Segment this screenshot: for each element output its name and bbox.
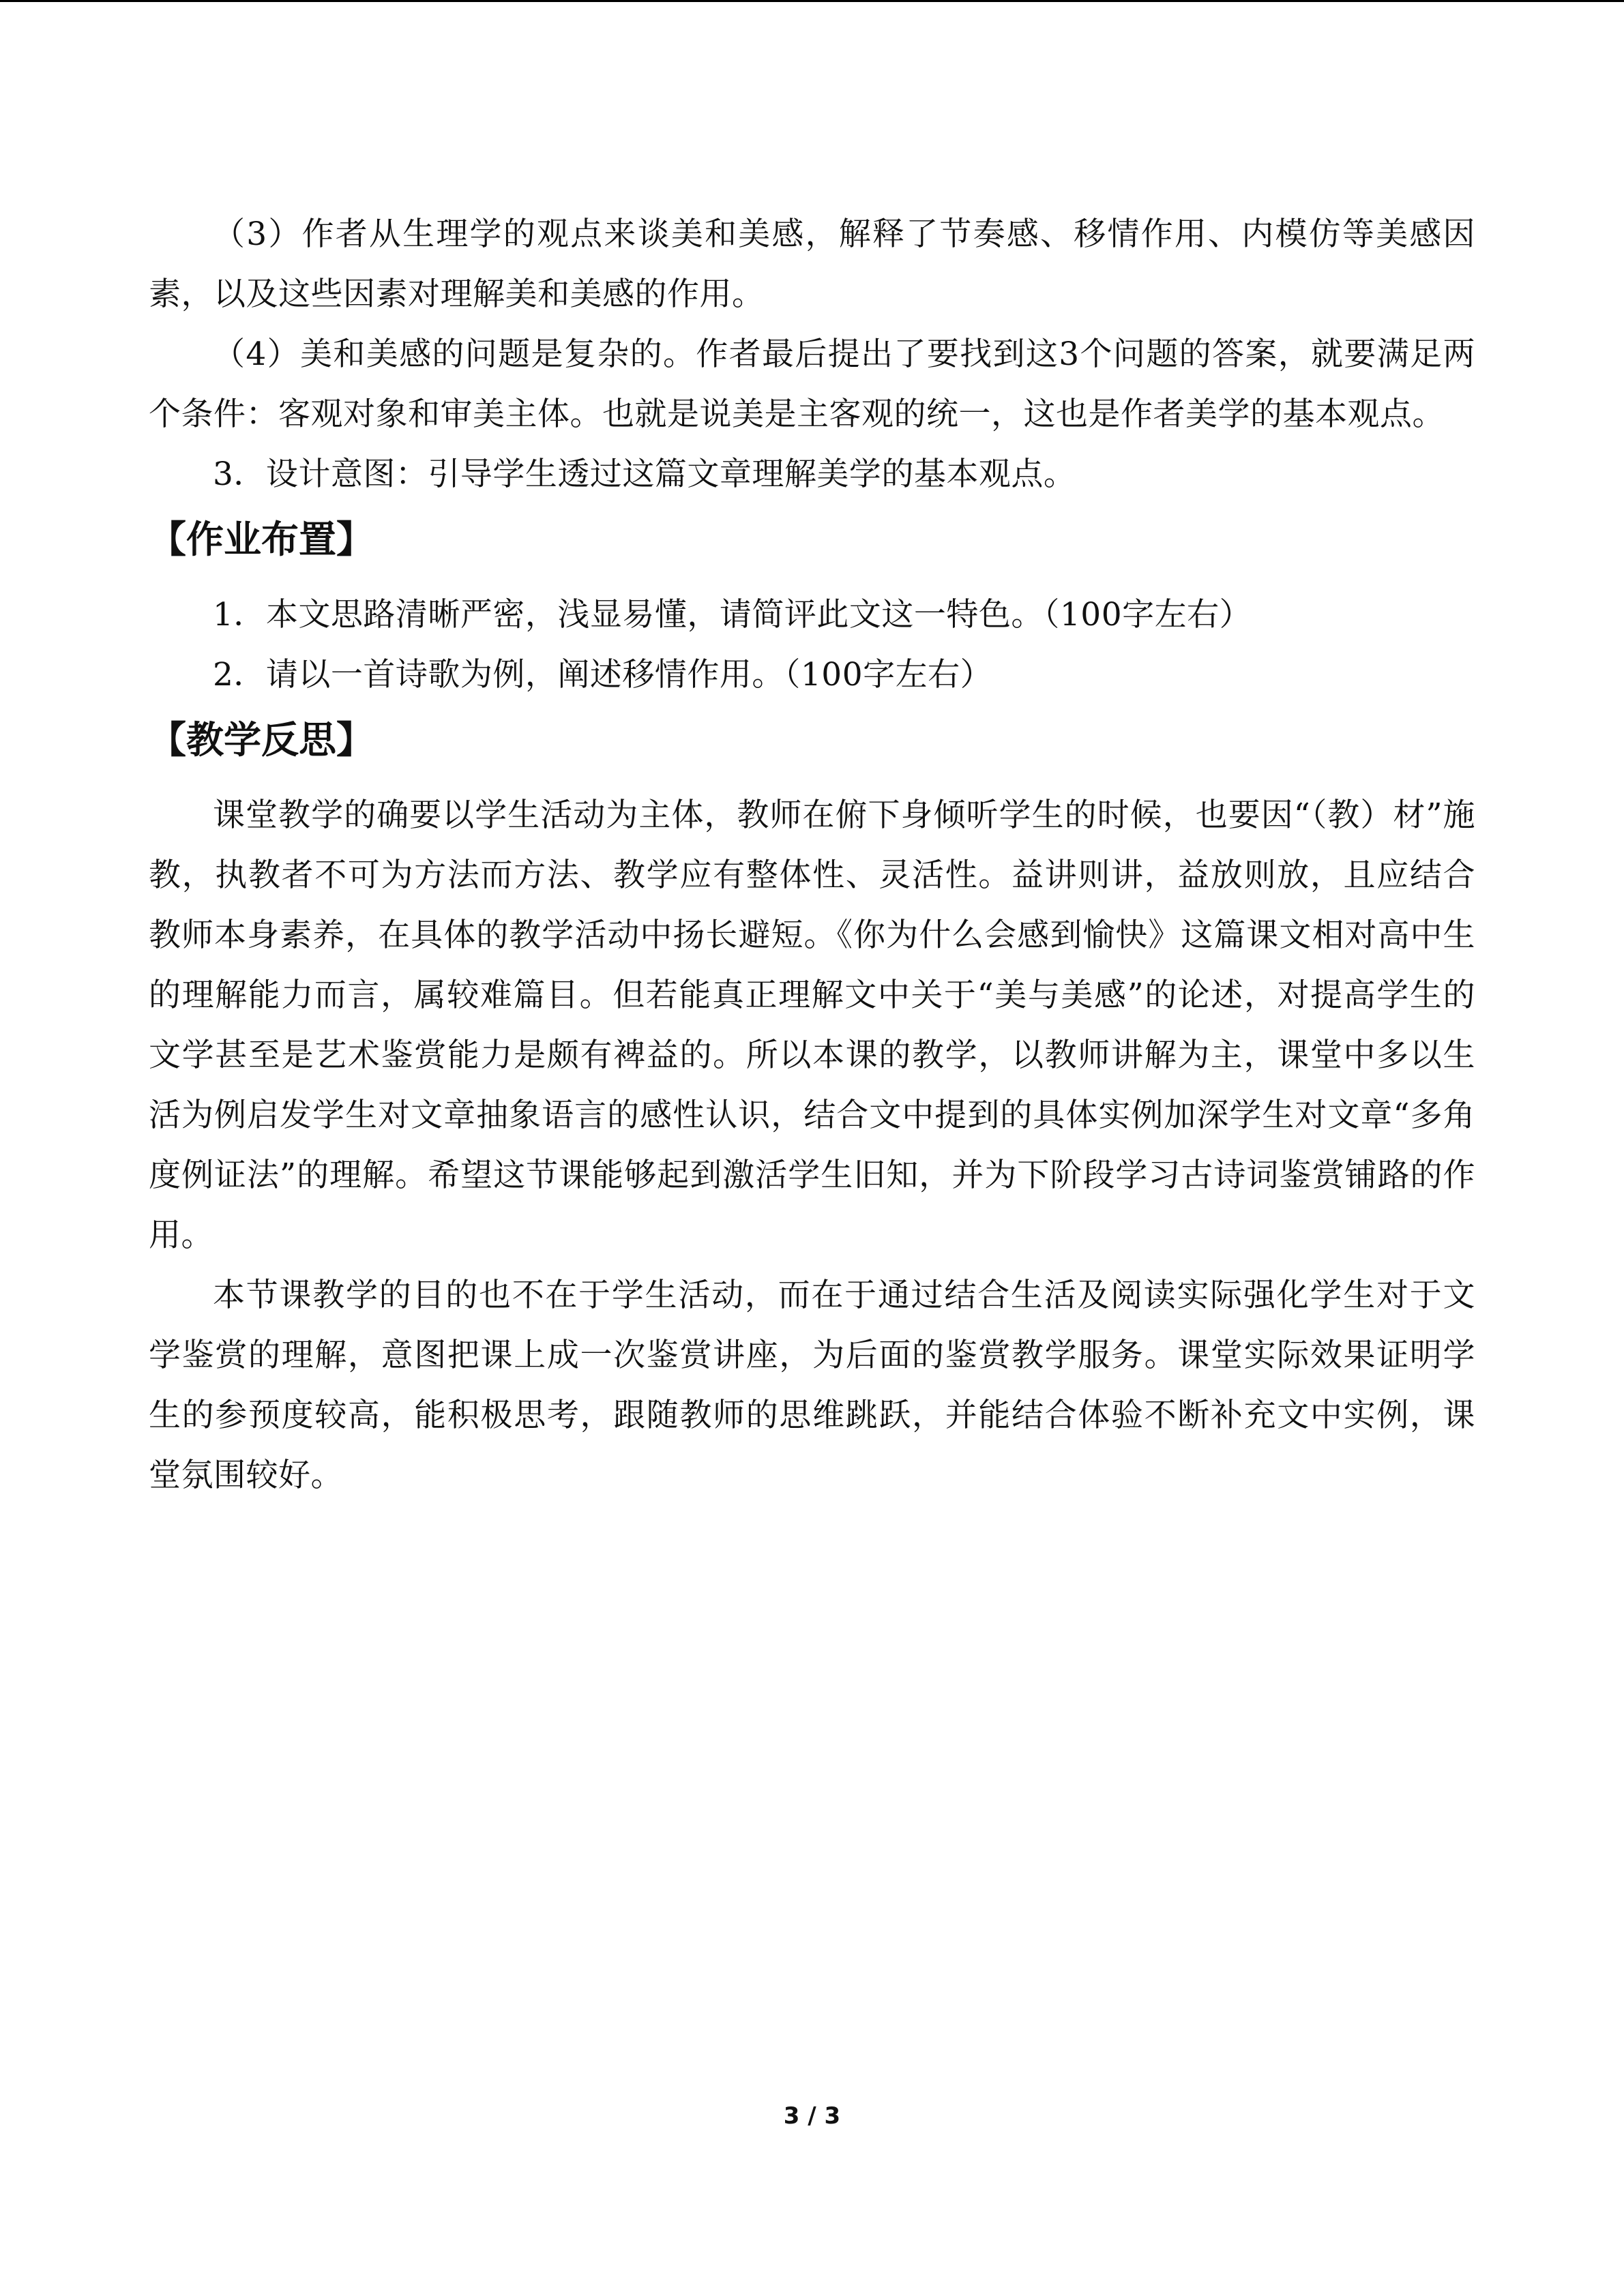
homework-item-2: 2．请以一首诗歌为例，阐述移情作用。（100字左右） — [213, 656, 993, 694]
homework-item-1: 1．本文思路清晰严密，浅显易懂，请简评此文这一特色。（100字左右） — [213, 596, 1252, 633]
reflection-paragraph-2: 本节课教学的目的也不在于学生活动，而在于通过结合生活及阅读实际强化学生对于文学鉴赏的理解，意图把课上成一次鉴赏讲座，为后面的鉴赏教学服务。课堂实际效果证明学生的参预度较高，能积极思考，跟随教师的思维跳跃，并能结合体验不断补充文中实例，课堂氛围较好。 — [149, 1277, 1475, 1494]
paragraph-point-4: （4）美和美感的问题是复杂的。作者最后提出了要找到这3个问题的答案，就要满足两个条件：客观对象和审美主体。也就是说美是主客观的统一，这也是作者美学的基本观点。 — [149, 336, 1475, 433]
page-top-border — [0, 0, 1624, 2]
reflection-heading: 【教学反思】 — [149, 718, 374, 762]
document-body — [149, 205, 1475, 1506]
paragraph-design-intent: 3．设计意图：引导学生透过这篇文章理解美学的基本观点。 — [213, 456, 1076, 493]
homework-heading: 【作业布置】 — [149, 518, 374, 561]
reflection-paragraph-1: 课堂教学的确要以学生活动为主体，教师在俯下身倾听学生的时候，也要因“（教）材”施教，执教者不可为方法而方法、教学应有整体性、灵活性。益讲则讲，益放则放，且应结合教师本身素养，在具体的教学活动中扬长避短。《你为什么会感到愉快》这篇课文相对高中生的理解能力而言，属较难篇目。但若能真正理解文中关于“美与美感”的论述，对提高学生的文学甚至是艺术鉴赏能力是颇有裨益的。所以本课的教学，以教师讲解为主，课堂中多以生活为例启发学生对文章抽象语言的感性认识，结合文中提到的具体实例加深学生对文章“多角度例证法”的理解。希望这节课能够起到激活学生旧知，并为下阶段学习古诗词鉴赏铺路的作用。 — [149, 796, 1475, 1254]
page-number: 3 / 3 — [783, 2102, 841, 2130]
paragraph-point-3: （3）作者从生理学的观点来谈美和美感，解释了节奏感、移情作用、内模仿等美感因素，以及这些因素对理解美和美感的作用。 — [149, 215, 1475, 313]
